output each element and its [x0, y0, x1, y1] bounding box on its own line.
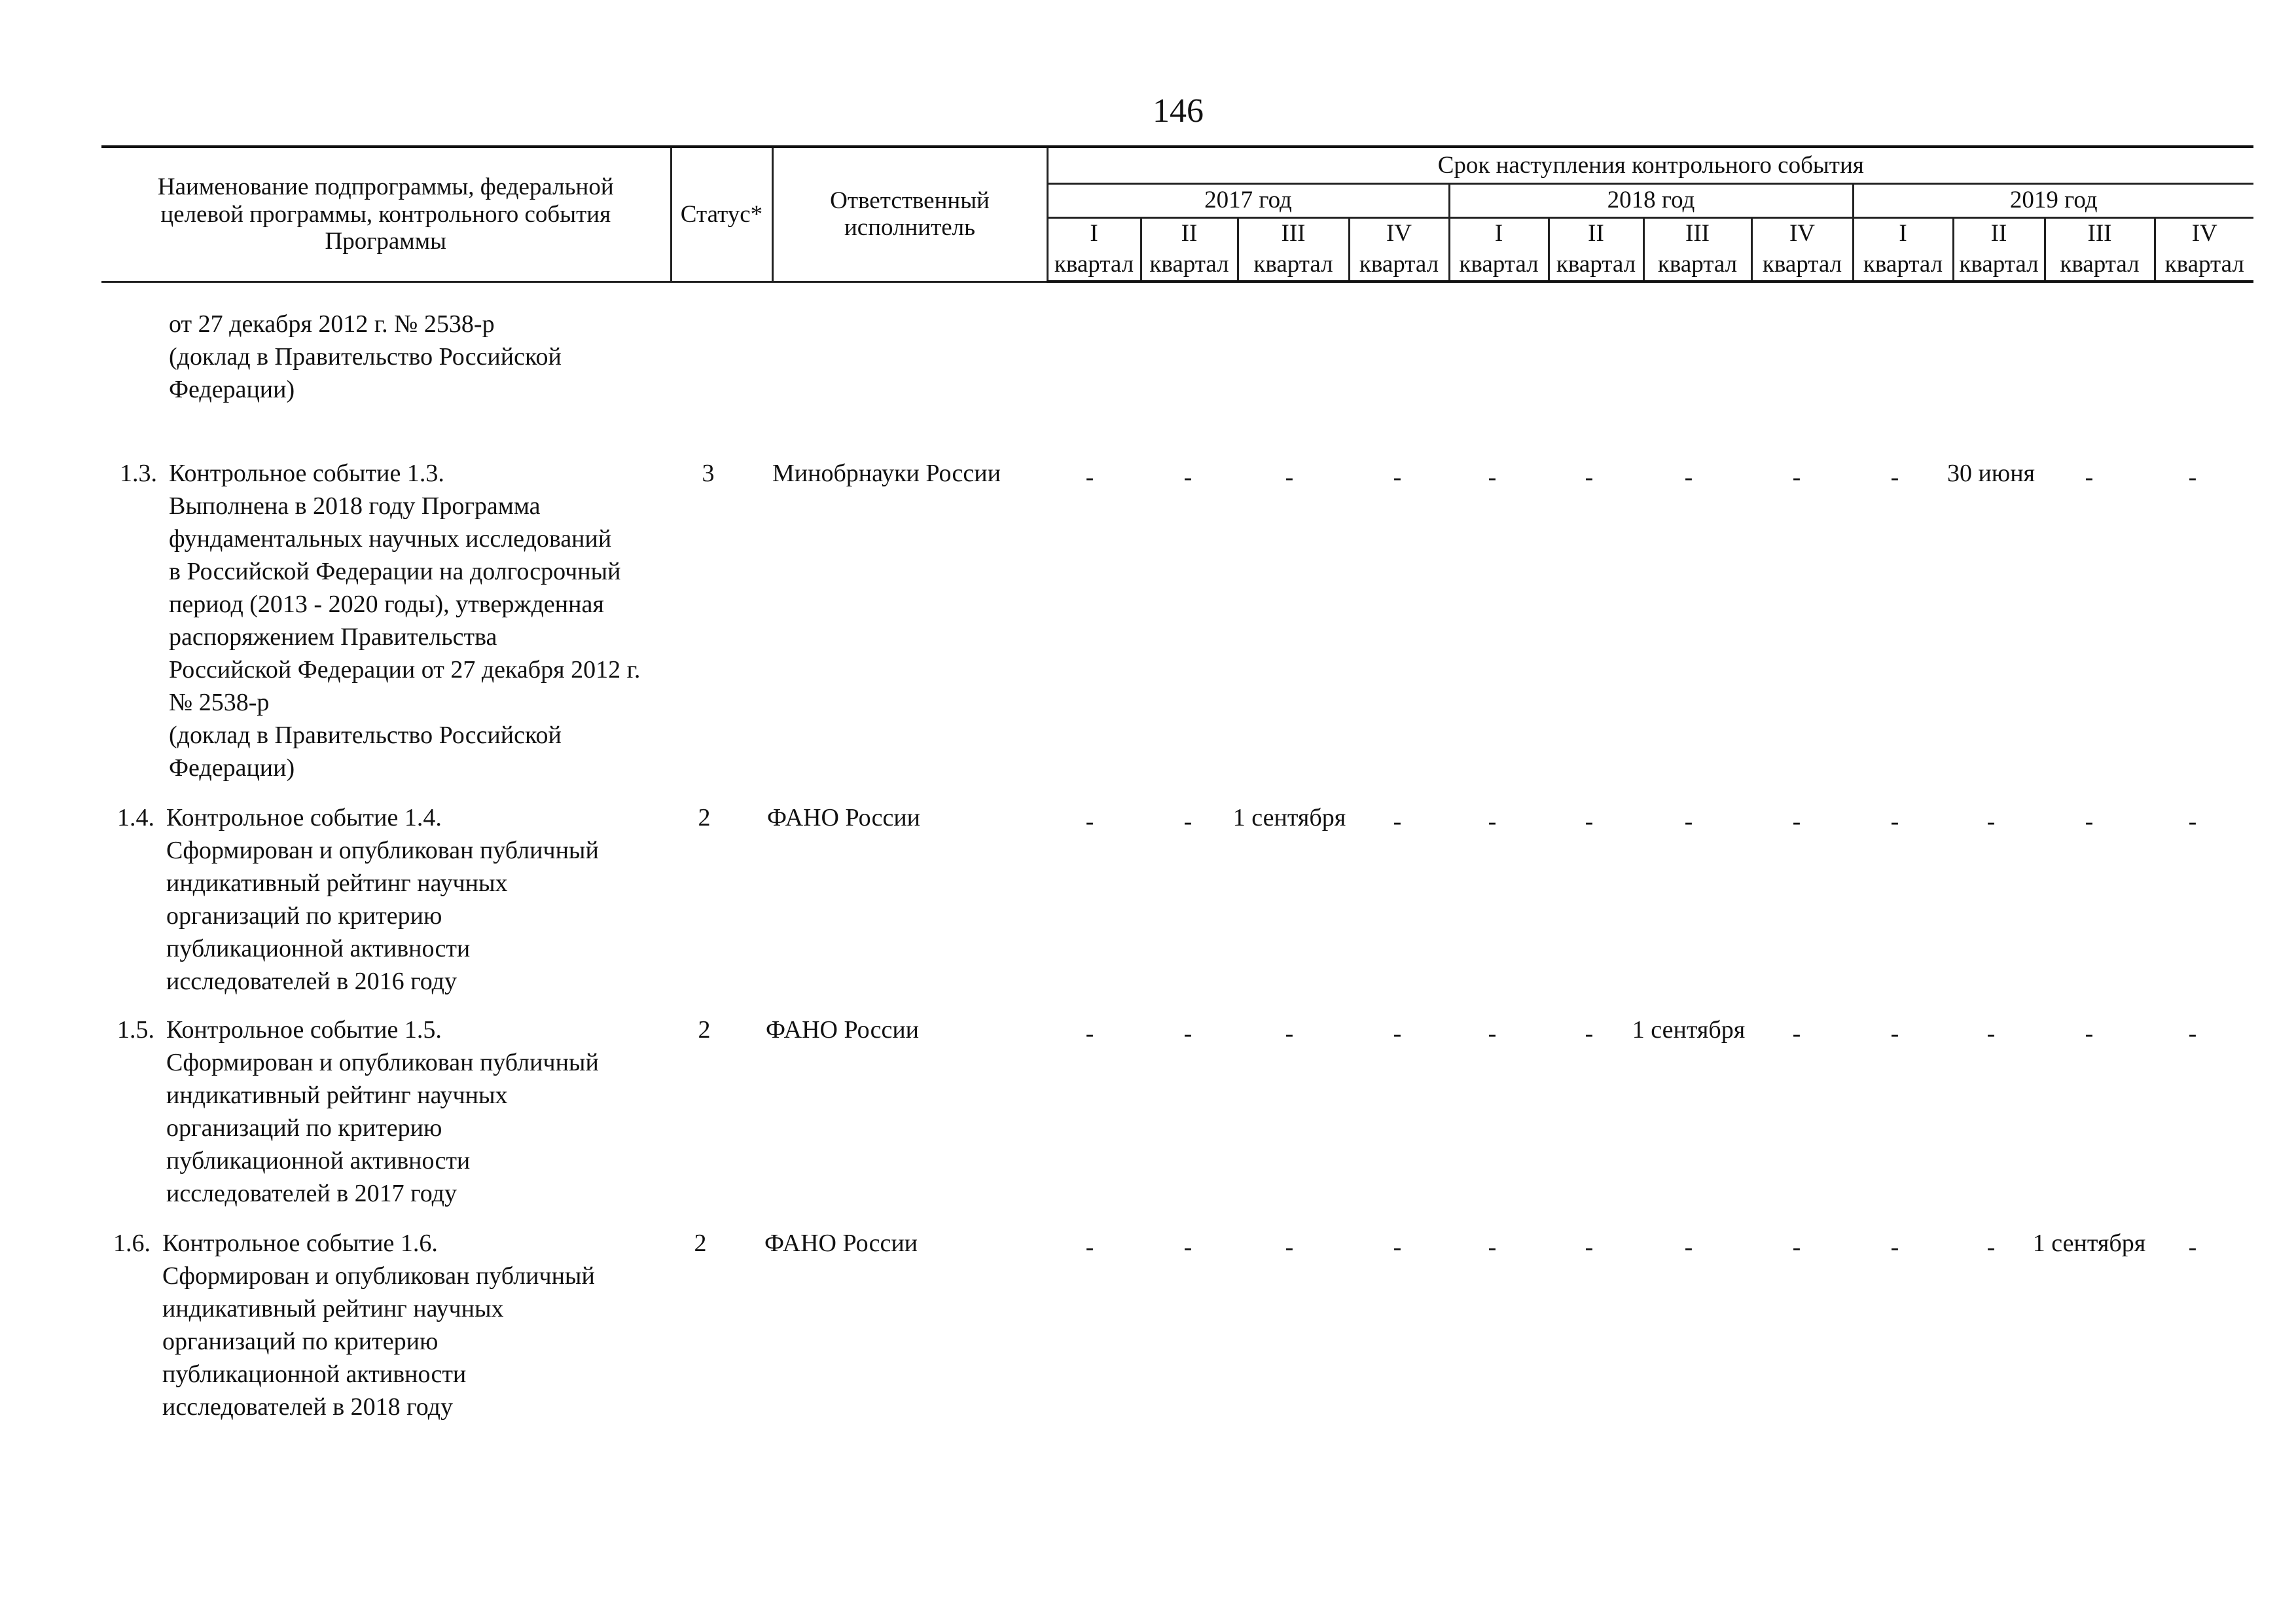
quarter-label: квартал: [1953, 249, 2045, 282]
quarter-cell: -: [1285, 1020, 1294, 1048]
quarter-cell: -: [1585, 808, 1594, 835]
description-line: Сформирован и опубликован публичный: [166, 837, 599, 864]
description-line: Федерации): [169, 754, 295, 782]
continuation-line: Федерации): [169, 376, 295, 403]
quarter-cell: -: [1085, 464, 1094, 491]
quarter-cell: -: [2085, 808, 2094, 835]
quarter-numeral: II: [1141, 217, 1238, 249]
quarter-cell: -: [1285, 1233, 1294, 1261]
quarter-cell: -: [1792, 1233, 1801, 1261]
quarter-cell: -: [1890, 1020, 1899, 1048]
quarter-cell: -: [1684, 1233, 1693, 1261]
description-line: в Российской Федерации на долгосрочный: [169, 558, 621, 585]
quarter-label: квартал: [1751, 249, 1853, 282]
quarter-cell: -: [1488, 1233, 1497, 1261]
quarter-cell: -: [1393, 1233, 1402, 1261]
row-status: 2: [694, 1230, 707, 1257]
quarter-cell: -: [2188, 808, 2197, 835]
quarter-numeral: IV: [2155, 217, 2253, 249]
description-line: организаций по критерию: [166, 1114, 442, 1142]
quarter-cell: -: [2085, 1020, 2094, 1048]
quarter-cell: -: [1183, 464, 1193, 491]
quarter-label: квартал: [2155, 249, 2253, 282]
row-status: 2: [698, 1016, 711, 1044]
page-number: 146: [1153, 92, 1204, 130]
quarter-cell: -: [1488, 1020, 1497, 1048]
quarter-cell: -: [1085, 1020, 1094, 1048]
description-line: Контрольное событие 1.3.: [169, 460, 444, 487]
row-description: [166, 1013, 683, 1210]
quarter-cell: -: [1585, 1020, 1594, 1048]
quarter-numeral: I: [1449, 217, 1549, 249]
row-description: [166, 801, 683, 998]
quarter-numeral: III: [1238, 217, 1349, 249]
quarter-cell: -: [1792, 808, 1801, 835]
row-number: 1.4.: [117, 804, 154, 831]
quarter-label: квартал: [1449, 249, 1549, 282]
description-line: организаций по критерию: [162, 1328, 439, 1355]
year-header: 2018 год: [1449, 183, 1853, 217]
quarter-cell: -: [1183, 808, 1193, 835]
col-responsible-header: Ответственный исполнитель: [772, 147, 1047, 282]
description-line: исследователей в 2018 году: [162, 1393, 454, 1421]
quarter-cell: -: [1085, 808, 1094, 835]
quarter-numeral: II: [1549, 217, 1643, 249]
quarter-cell: -: [2188, 464, 2197, 491]
quarter-cell: -: [1792, 464, 1801, 491]
quarter-cell: -: [1488, 464, 1497, 491]
description-line: Контрольное событие 1.5.: [166, 1016, 442, 1044]
row-status: 2: [698, 804, 711, 831]
description-line: индикативный рейтинг научных: [162, 1295, 504, 1322]
quarter-cell: -: [1890, 1233, 1899, 1261]
quarter-cell: -: [1585, 464, 1594, 491]
quarter-cell: -: [1393, 808, 1402, 835]
description-line: фундаментальных научных исследований: [169, 525, 612, 553]
quarter-cell: -: [1890, 464, 1899, 491]
row-number: 1.6.: [113, 1230, 151, 1257]
quarter-label: квартал: [1141, 249, 1238, 282]
col-status-header: Статус*: [671, 147, 772, 282]
quarter-cell: -: [1684, 808, 1693, 835]
year-header: 2019 год: [1853, 183, 2253, 217]
quarter-cell: -: [1393, 464, 1402, 491]
quarter-cell: -: [1585, 1233, 1594, 1261]
quarter-cell: -: [2085, 464, 2094, 491]
quarter-numeral: I: [1047, 217, 1141, 249]
quarter-cell: -: [2188, 1233, 2197, 1261]
quarter-cell: -: [1986, 808, 1996, 835]
description-line: исследователей в 2016 году: [166, 968, 457, 995]
quarter-label: квартал: [1349, 249, 1449, 282]
continuation-text: [169, 308, 692, 406]
quarter-cell: -: [1986, 1233, 1996, 1261]
quarter-cell: 30 июня: [1946, 460, 2036, 487]
quarter-label: квартал: [1549, 249, 1643, 282]
year-header: 2017 год: [1047, 183, 1449, 217]
description-line: Сформирован и опубликован публичный: [162, 1262, 595, 1290]
table-header: [101, 145, 2253, 283]
quarter-numeral: II: [1953, 217, 2045, 249]
quarter-cell: 1 сентября: [1232, 804, 1346, 831]
quarter-label: квартал: [1047, 249, 1141, 282]
quarter-cell: -: [1792, 1020, 1801, 1048]
row-responsible: Минобрнауки России: [772, 460, 1001, 487]
continuation-line: от 27 декабря 2012 г. № 2538-р: [169, 310, 495, 338]
description-line: период (2013 - 2020 годы), утвержденная: [169, 591, 604, 618]
description-line: распоряжением Правительства: [169, 623, 497, 651]
quarter-label: квартал: [2045, 249, 2155, 282]
quarter-cell: -: [1183, 1020, 1193, 1048]
description-line: публикационной активности: [166, 1147, 471, 1175]
row-responsible: ФАНО России: [766, 1016, 919, 1044]
quarter-label: квартал: [1238, 249, 1349, 282]
quarter-numeral: IV: [1349, 217, 1449, 249]
description-line: организаций по критерию: [166, 902, 442, 930]
quarter-cell: -: [2188, 1020, 2197, 1048]
row-responsible: ФАНО России: [767, 804, 920, 831]
quarter-numeral: I: [1853, 217, 1953, 249]
description-line: публикационной активности: [162, 1360, 467, 1388]
quarter-cell: 1 сентября: [1632, 1016, 1746, 1044]
description-line: (доклад в Правительство Российской: [169, 721, 562, 749]
quarter-label: квартал: [1853, 249, 1953, 282]
description-line: индикативный рейтинг научных: [166, 1082, 508, 1109]
col-deadline-header: Срок наступления контрольного события: [1047, 147, 2253, 183]
description-line: исследователей в 2017 году: [166, 1180, 457, 1207]
description-line: № 2538-р: [169, 689, 270, 716]
quarter-cell: -: [1393, 1020, 1402, 1048]
quarter-numeral: IV: [1751, 217, 1853, 249]
row-number: 1.5.: [117, 1016, 154, 1044]
quarter-cell: -: [1684, 464, 1693, 491]
quarter-cell: -: [1085, 1233, 1094, 1261]
quarter-cell: -: [1183, 1233, 1193, 1261]
col-name-header: Наименование подпрограммы, федеральной целевой программы, контрольного события Программы: [101, 147, 671, 282]
quarter-cell: 1 сентября: [2032, 1230, 2146, 1257]
quarter-cell: -: [1488, 808, 1497, 835]
description-line: индикативный рейтинг научных: [166, 869, 508, 897]
description-line: Выполнена в 2018 году Программа: [169, 492, 541, 520]
description-line: публикационной активности: [166, 935, 471, 962]
quarter-label: квартал: [1643, 249, 1751, 282]
row-number: 1.3.: [120, 460, 157, 487]
quarter-cell: -: [1890, 808, 1899, 835]
quarter-numeral: III: [1643, 217, 1751, 249]
description-line: Сформирован и опубликован публичный: [166, 1049, 599, 1076]
quarter-numeral: III: [2045, 217, 2155, 249]
continuation-line: (доклад в Правительство Российской: [169, 343, 562, 371]
description-line: Контрольное событие 1.6.: [162, 1230, 438, 1257]
row-status: 3: [702, 460, 715, 487]
quarter-cell: -: [1285, 464, 1294, 491]
row-responsible: ФАНО России: [764, 1230, 918, 1257]
description-line: Российской Федерации от 27 декабря 2012 г.: [169, 656, 641, 684]
row-description: [162, 1227, 679, 1423]
quarter-cell: -: [1986, 1020, 1996, 1048]
description-line: Контрольное событие 1.4.: [166, 804, 442, 831]
row-description: [169, 457, 686, 784]
